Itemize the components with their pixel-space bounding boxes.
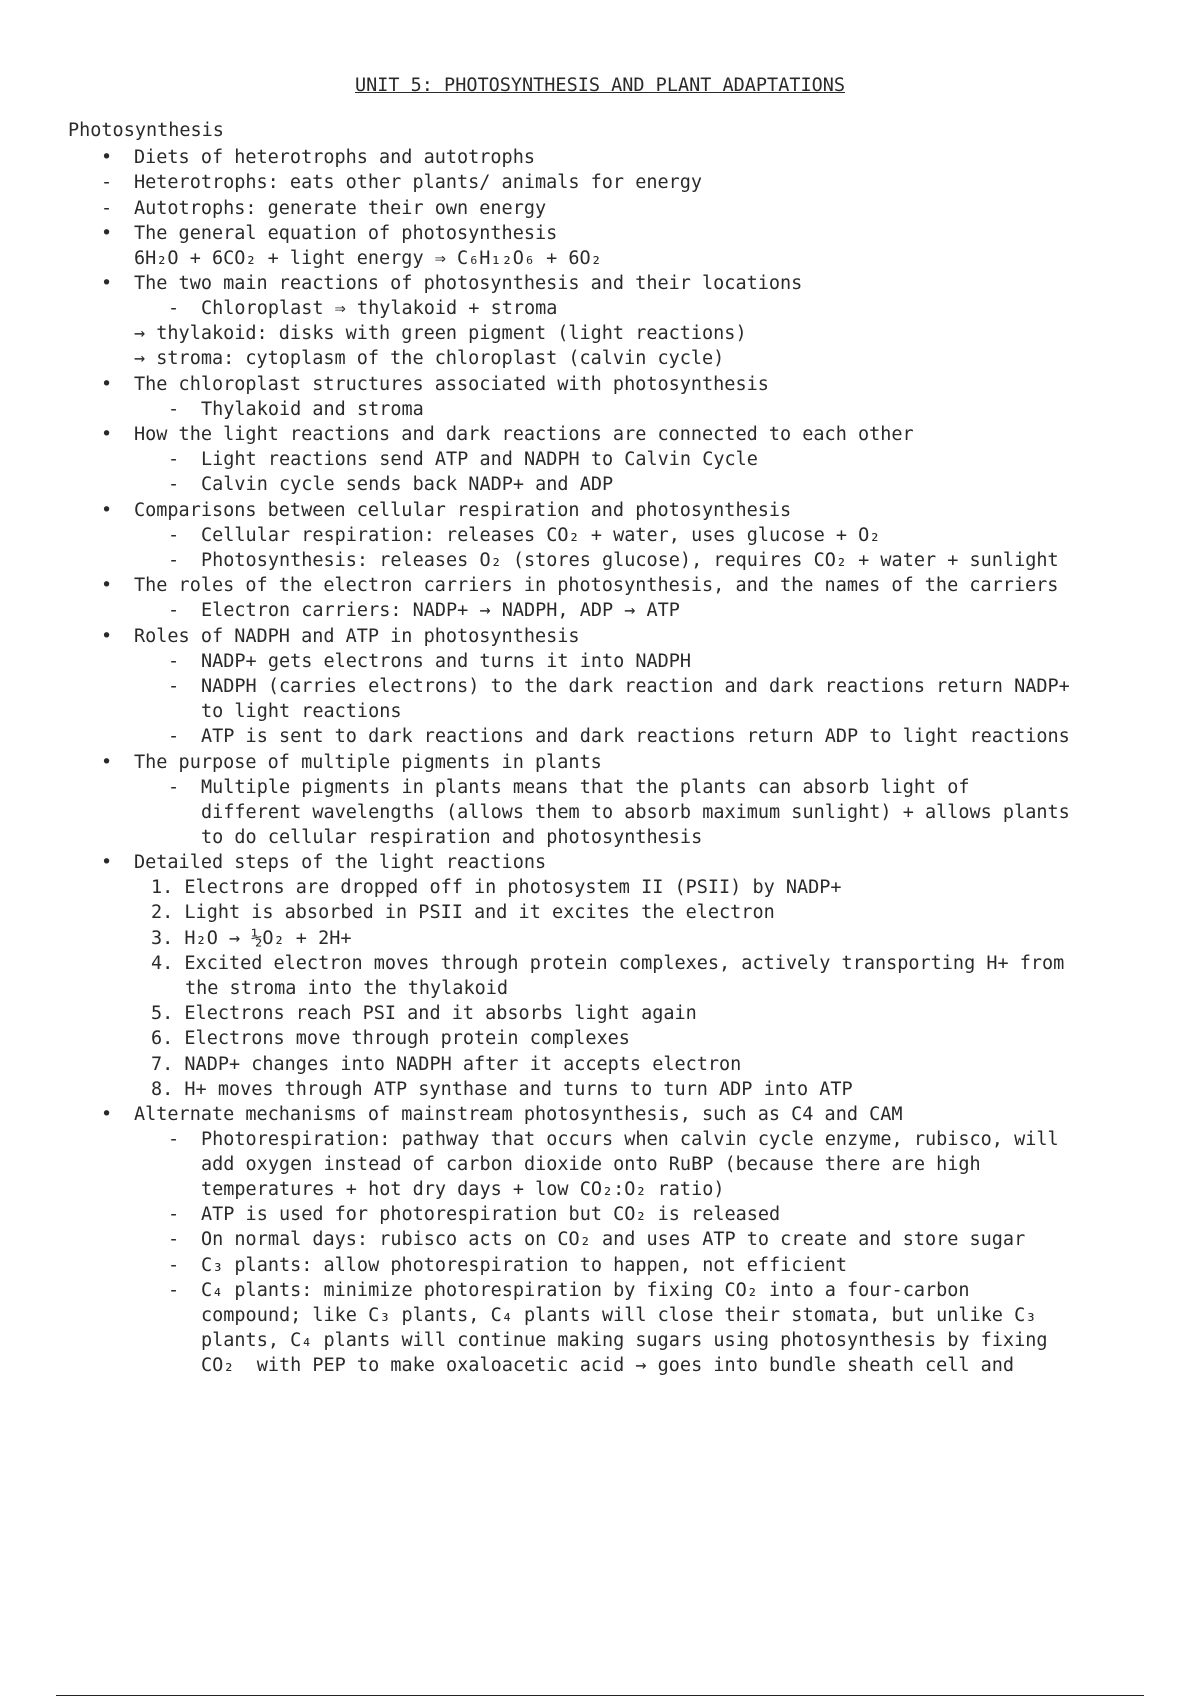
dash-item-continuation: different wavelengths (allows them to absorb maximum sunlight) + allows plants — [201, 802, 1070, 823]
numbered-step: 1. Electrons are dropped off in photosystem II (PSII) by NADP+ — [151, 877, 842, 898]
bullet-item-text: The two main reactions of photosynthesis and their locations — [134, 273, 803, 294]
bullet-item-text: The chloroplast structures associated with photosynthesis — [134, 374, 769, 395]
dash-item-text: On normal days: rubisco acts on CO₂ and uses ATP to create and store sugar — [201, 1229, 1026, 1250]
bullet-marker: • — [101, 626, 113, 647]
bullet-item-text: How the light reactions and dark reactions are connected to each other — [134, 424, 914, 445]
dash-item-text: Light reactions send ATP and NADPH to Calvin Cycle — [201, 449, 758, 470]
dash-marker: - — [168, 298, 180, 319]
dash-item-text: NADP+ gets electrons and turns it into NADPH — [201, 651, 692, 672]
arrow-item-text: → stroma: cytoplasm of the chloroplast (calvin cycle) — [134, 348, 725, 369]
dash-marker: - — [101, 172, 113, 193]
dash-item-text: Thylakoid and stroma — [201, 399, 424, 420]
dash-marker: - — [168, 525, 180, 546]
dash-item-text: C₄ plants: minimize photorespiration by fixing CO₂ into a four-carbon — [201, 1280, 970, 1301]
bullet-marker: • — [101, 1104, 113, 1125]
numbered-step: 3. H₂O → ½O₂ + 2H+ — [151, 928, 352, 949]
dash-marker: - — [168, 1129, 180, 1150]
dash-item-text: Heterotrophs: eats other plants/ animals for energy — [134, 172, 703, 193]
dash-item-text: Chloroplast ⇒ thylakoid + stroma — [201, 298, 558, 319]
dash-marker: - — [101, 198, 113, 219]
dash-item-continuation: to light reactions — [201, 701, 402, 722]
dash-item-continuation: plants, C₄ plants will continue making sugars using photosynthesis by fixing — [201, 1330, 1048, 1351]
bullet-item-text: Diets of heterotrophs and autotrophs — [134, 147, 535, 168]
bullet-marker: • — [101, 575, 113, 596]
dash-item-text: Photorespiration: pathway that occurs when calvin cycle enzyme, rubisco, will — [201, 1129, 1059, 1150]
dash-item-text: NADPH (carries electrons) to the dark reaction and dark reactions return NADP+ — [201, 676, 1070, 697]
bullet-marker: • — [101, 500, 113, 521]
bottom-rule — [56, 1695, 1144, 1696]
numbered-step: 5. Electrons reach PSI and it absorbs light again — [151, 1003, 697, 1024]
bullet-item-text: Detailed steps of the light reactions — [134, 852, 547, 873]
numbered-step: 8. H+ moves through ATP synthase and turns to turn ADP into ATP — [151, 1079, 853, 1100]
bullet-marker: • — [101, 223, 113, 244]
dash-marker: - — [168, 726, 180, 747]
numbered-step: 6. Electrons move through protein complexes — [151, 1028, 630, 1049]
section-heading: Photosynthesis — [68, 120, 224, 141]
page-title: UNIT 5: PHOTOSYNTHESIS AND PLANT ADAPTATIONS — [354, 75, 846, 96]
bullet-item-text: Comparisons between cellular respiration and photosynthesis — [134, 500, 792, 521]
bullet-marker: • — [101, 752, 113, 773]
bullet-marker: • — [101, 424, 113, 445]
dash-item-text: ATP is sent to dark reactions and dark reactions return ADP to light reactions — [201, 726, 1070, 747]
dash-marker: - — [168, 600, 180, 621]
dash-marker: - — [168, 449, 180, 470]
dash-marker: - — [168, 777, 180, 798]
dash-item-continuation: to do cellular respiration and photosynthesis — [201, 827, 703, 848]
dash-marker: - — [168, 1229, 180, 1250]
dash-item-text: Calvin cycle sends back NADP+ and ADP — [201, 474, 614, 495]
dash-item-text: ATP is used for photorespiration but CO₂ is released — [201, 1204, 781, 1225]
dash-item-continuation: add oxygen instead of carbon dioxide onto RuBP (because there are high — [201, 1154, 981, 1175]
equation-text: 6H₂O + 6CO₂ + light energy ⇒ C₆H₁₂O₆ + 6O₂ — [134, 248, 602, 269]
dash-item-text: Multiple pigments in plants means that the plants can absorb light of — [201, 777, 970, 798]
dash-marker: - — [168, 399, 180, 420]
dash-marker: - — [168, 1204, 180, 1225]
dash-item-text: C₃ plants: allow photorespiration to happen, not efficient — [201, 1255, 848, 1276]
dash-item-text: Photosynthesis: releases O₂ (stores glucose), requires CO₂ + water + sunlight — [201, 550, 1059, 571]
bullet-item-text: The roles of the electron carriers in photosynthesis, and the names of the carriers — [134, 575, 1059, 596]
dash-marker: - — [168, 676, 180, 697]
dash-marker: - — [168, 550, 180, 571]
dash-item-text: Electron carriers: NADP+ → NADPH, ADP → ATP — [201, 600, 680, 621]
dash-marker: - — [168, 1280, 180, 1301]
dash-item-continuation: CO₂ with PEP to make oxaloacetic acid → goes into bundle sheath cell and — [201, 1355, 1015, 1376]
dash-item-text: Cellular respiration: releases CO₂ + water, uses glucose + O₂ — [201, 525, 881, 546]
numbered-step-continuation: the stroma into the thylakoid — [185, 978, 509, 999]
bullet-item-text: Alternate mechanisms of mainstream photosynthesis, such as C4 and CAM — [134, 1104, 903, 1125]
numbered-step: 7. NADP+ changes into NADPH after it accepts electron — [151, 1054, 742, 1075]
dash-item-text: Autotrophs: generate their own energy — [134, 198, 547, 219]
dash-marker: - — [168, 651, 180, 672]
bullet-marker: • — [101, 147, 113, 168]
dash-item-continuation: compound; like C₃ plants, C₄ plants will close their stomata, but unlike C₃ — [201, 1305, 1037, 1326]
dash-item-continuation: temperatures + hot dry days + low CO₂:O₂ ratio) — [201, 1179, 725, 1200]
bullet-item-text: The general equation of photosynthesis — [134, 223, 558, 244]
bullet-marker: • — [101, 273, 113, 294]
numbered-step: 2. Light is absorbed in PSII and it excites the electron — [151, 902, 775, 923]
arrow-item-text: → thylakoid: disks with green pigment (light reactions) — [134, 323, 747, 344]
bullet-item-text: Roles of NADPH and ATP in photosynthesis — [134, 626, 580, 647]
dash-marker: - — [168, 474, 180, 495]
bullet-marker: • — [101, 374, 113, 395]
dash-marker: - — [168, 1255, 180, 1276]
bullet-marker: • — [101, 852, 113, 873]
numbered-step: 4. Excited electron moves through protein complexes, actively transporting H+ from — [151, 953, 1065, 974]
bullet-item-text: The purpose of multiple pigments in plants — [134, 752, 602, 773]
